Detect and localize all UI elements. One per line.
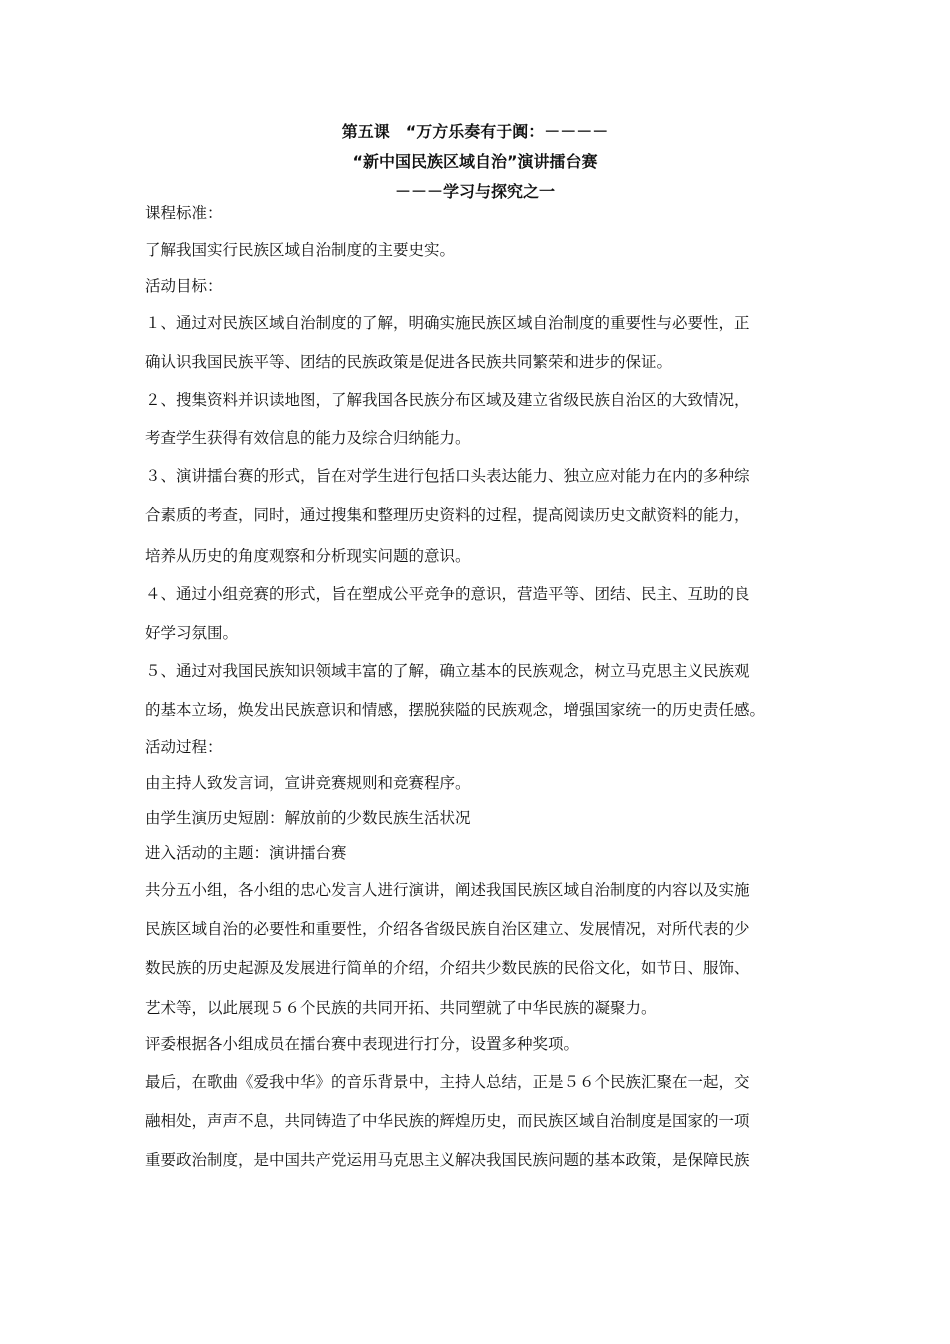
body-line: 数民族的历史起源及发展进行简单的介绍，介绍共少数民族的民俗文化，如节日、服饰、: [145, 959, 750, 977]
body-line: ２、搜集资料并识读地图，了解我国各民族分布区域及建立省级民族自治区的大致情况，: [145, 391, 750, 409]
body-line: 的基本立场，焕发出民族意识和情感，摆脱狭隘的民族观念，增强国家统一的历史责任感。: [145, 701, 766, 719]
page-title-line-3: －－－学习与探究之一: [394, 182, 555, 201]
body-line: 了解我国实行民族区域自治制度的主要史实。: [145, 241, 456, 259]
body-line: 确认识我国民族平等、团结的民族政策是促进各民族共同繁荣和进步的保证。: [145, 353, 673, 371]
section-heading-activity-process: 活动过程：: [145, 738, 223, 756]
body-line: 进入活动的主题：演讲擂台赛: [145, 844, 347, 862]
body-line: ３、演讲擂台赛的形式，旨在对学生进行包括口头表达能力、独立应对能力在内的多种综: [145, 467, 750, 485]
section-heading-course-standard: 课程标准：: [145, 204, 223, 222]
body-line: 民族区域自治的必要性和重要性，介绍各省级民族自治区建立、发展情况，对所代表的少: [145, 920, 750, 938]
body-line: １、通过对民族区域自治制度的了解，明确实施民族区域自治制度的重要性与必要性，正: [145, 314, 750, 332]
body-line: ５、通过对我国民族知识领域丰富的了解，确立基本的民族观念，树立马克思主义民族观: [145, 662, 750, 680]
body-line: 最后，在歌曲《爱我中华》的音乐背景中，主持人总结，正是５６个民族汇聚在一起，交: [145, 1073, 750, 1091]
section-heading-activity-goals: 活动目标：: [145, 277, 223, 295]
body-line: 培养从历史的角度观察和分析现实问题的意识。: [145, 547, 471, 565]
page-title-line-1: 第五课 “万方乐奏有于阗：－－－－: [341, 122, 609, 141]
body-line: ４、通过小组竞赛的形式，旨在塑成公平竞争的意识，营造平等、团结、民主、互助的良: [145, 585, 750, 603]
body-line: 合素质的考查，同时，通过搜集和整理历史资料的过程，提高阅读历史文献资料的能力，: [145, 506, 750, 524]
body-line: 重要政治制度，是中国共产党运用马克思主义解决我国民族问题的基本政策，是保障民族: [145, 1151, 750, 1169]
page-title-line-2: “新中国民族区域自治”演讲擂台赛: [352, 152, 598, 171]
body-line: 共分五小组，各小组的忠心发言人进行演讲，阐述我国民族区域自治制度的内容以及实施: [145, 881, 750, 899]
body-line: 考查学生获得有效信息的能力及综合归纳能力。: [145, 429, 471, 447]
body-line: 艺术等，以此展现５６个民族的共同开拓、共同塑就了中华民族的凝聚力。: [145, 999, 657, 1017]
body-line: 好学习氛围。: [145, 624, 239, 642]
body-line: 由主持人致发言词，宣讲竞赛规则和竞赛程序。: [145, 774, 471, 792]
body-line: 由学生演历史短剧：解放前的少数民族生活状况: [145, 809, 471, 827]
body-line: 融相处，声声不息，共同铸造了中华民族的辉煌历史，而民族区域自治制度是国家的一项: [145, 1112, 750, 1130]
body-line: 评委根据各小组成员在擂台赛中表现进行打分，设置多种奖项。: [145, 1035, 580, 1053]
